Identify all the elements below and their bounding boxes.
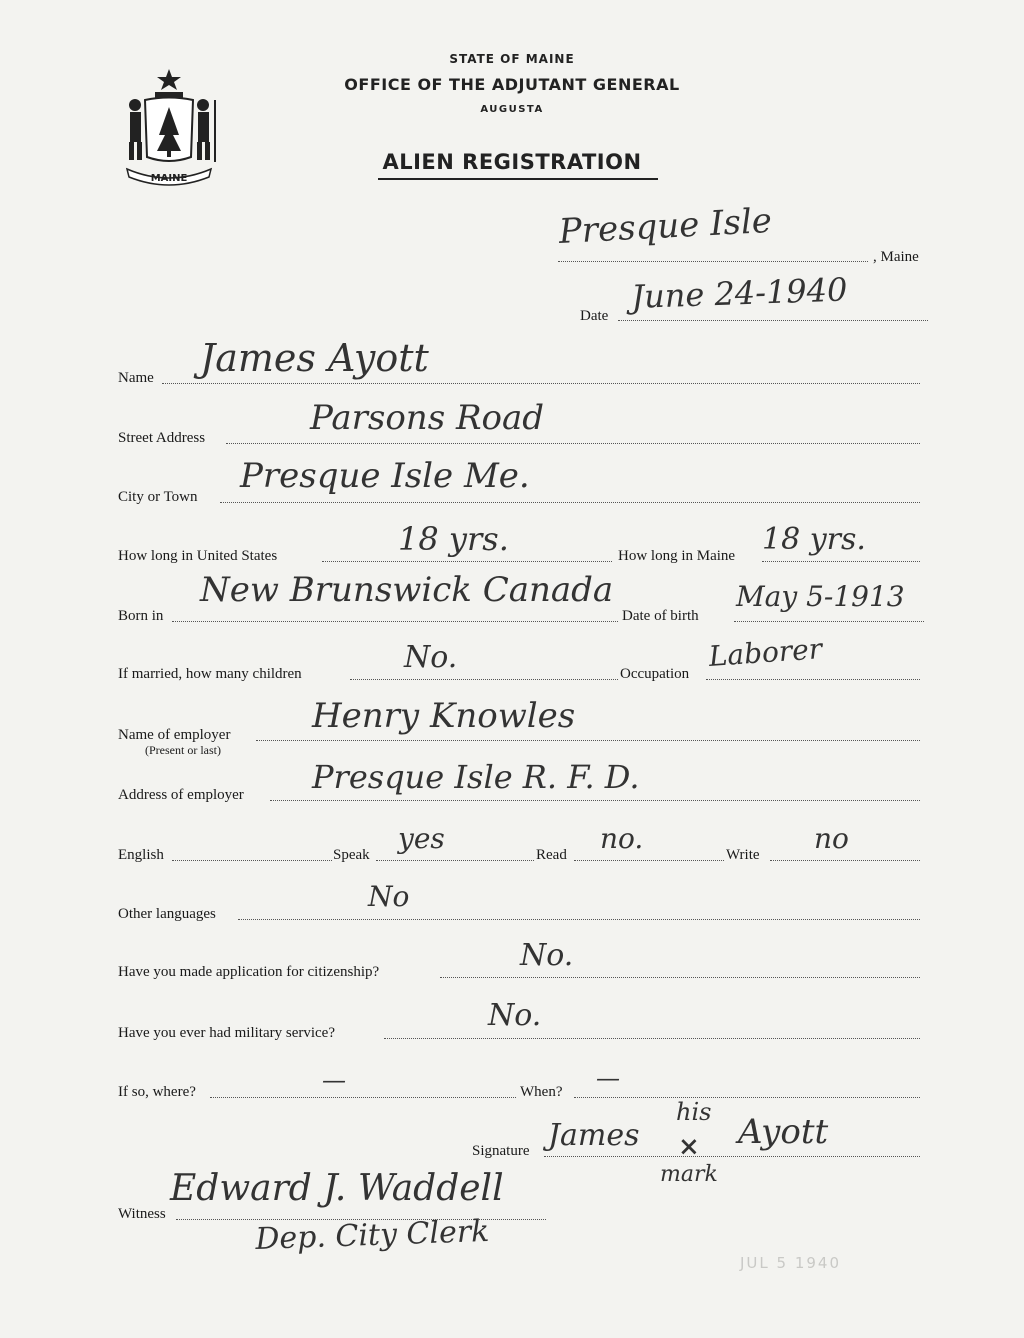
speak-line — [376, 860, 534, 861]
born-line — [172, 621, 618, 622]
us-years-value: 18 yrs. — [398, 520, 509, 558]
children-line — [350, 679, 618, 680]
signature-his: his — [676, 1098, 712, 1126]
other-languages-value: No — [368, 880, 410, 913]
city-value: Presque Isle Me. — [240, 456, 530, 496]
maine-years-value: 18 yrs. — [762, 522, 866, 557]
witness-label: Witness — [118, 1206, 166, 1222]
street-value: Parsons Road — [310, 398, 545, 438]
english-line — [172, 860, 332, 861]
citizenship-label: Have you made application for citizenship? — [118, 964, 380, 980]
place-suffix: , Maine — [873, 249, 919, 265]
maine-years-line — [762, 561, 920, 562]
born-value: New Brunswick Canada — [200, 570, 614, 610]
date-line — [618, 320, 928, 321]
street-label: Street Address — [118, 430, 206, 446]
military-line — [384, 1038, 920, 1039]
signature-label: Signature — [472, 1143, 530, 1159]
other-languages-line — [238, 919, 920, 920]
date-value: June 24-1940 — [630, 270, 848, 316]
dob-label: Date of birth — [622, 608, 699, 624]
signature-surname: Ayott — [738, 1112, 829, 1152]
us-years-label: How long in United States — [118, 548, 278, 564]
svg-text:MAINE: MAINE — [150, 173, 188, 184]
read-label: Read — [536, 847, 567, 863]
citizenship-value: No. — [520, 938, 574, 973]
when-label: When? — [520, 1084, 563, 1100]
state-heading: STATE OF MAINE — [449, 52, 575, 66]
other-languages-label: Other languages — [118, 906, 216, 922]
employer-sublabel: (Present or last) — [145, 743, 221, 757]
where-line — [210, 1097, 516, 1098]
form-title: ALIEN REGISTRATION — [382, 150, 642, 174]
employer-line — [256, 740, 920, 741]
name-label: Name — [118, 370, 154, 386]
signature-first-name: James — [548, 1118, 640, 1153]
place-line — [558, 261, 868, 262]
occupation-label: Occupation — [620, 666, 690, 682]
occupation-value: Laborer — [707, 632, 824, 673]
children-label: If married, how many children — [118, 666, 302, 682]
street-line — [226, 443, 920, 444]
write-label: Write — [726, 847, 760, 863]
speak-label: Speak — [333, 847, 370, 863]
place-value: Presque Isle — [557, 200, 773, 252]
title-underline — [378, 178, 658, 180]
born-label: Born in — [118, 608, 164, 624]
signature-mark-word: mark — [660, 1162, 718, 1187]
name-value: James Ayott — [200, 336, 429, 380]
where-label: If so, where? — [118, 1084, 196, 1100]
employer-address-value: Presque Isle R. F. D. — [312, 758, 640, 796]
citizenship-line — [440, 977, 920, 978]
military-label: Have you ever had military service? — [118, 1025, 335, 1041]
name-line — [162, 383, 920, 384]
employer-address-line — [270, 800, 920, 801]
date-label: Date — [580, 308, 609, 324]
write-line — [770, 860, 920, 861]
write-value: no — [814, 822, 849, 855]
employer-value: Henry Knowles — [312, 696, 576, 736]
employer-address-label: Address of employer — [118, 787, 244, 803]
signature-mark: × — [678, 1132, 700, 1162]
us-years-line — [322, 561, 612, 562]
dob-line — [734, 621, 924, 622]
witness-title: Dep. City Clerk — [254, 1213, 490, 1257]
children-value: No. — [404, 640, 458, 675]
when-line — [574, 1097, 920, 1098]
military-value: No. — [488, 998, 542, 1033]
city-label: City or Town — [118, 489, 198, 505]
witness-signature: Edward J. Waddell — [170, 1168, 504, 1209]
where-value: — — [322, 1066, 346, 1094]
employer-label: Name of employer — [118, 727, 231, 743]
speak-value: yes — [398, 822, 445, 855]
city-heading: AUGUSTA — [480, 104, 544, 115]
signature-line — [544, 1156, 920, 1157]
english-label: English — [118, 847, 164, 863]
received-stamp: JUL 5 1940 — [740, 1254, 842, 1272]
office-heading: OFFICE OF THE ADJUTANT GENERAL — [344, 75, 680, 94]
read-value: no. — [600, 822, 644, 855]
city-line — [220, 502, 920, 503]
occupation-line — [706, 679, 920, 680]
read-line — [574, 860, 724, 861]
maine-years-label: How long in Maine — [618, 548, 736, 564]
when-value: — — [596, 1064, 620, 1092]
dob-value: May 5-1913 — [736, 580, 905, 613]
